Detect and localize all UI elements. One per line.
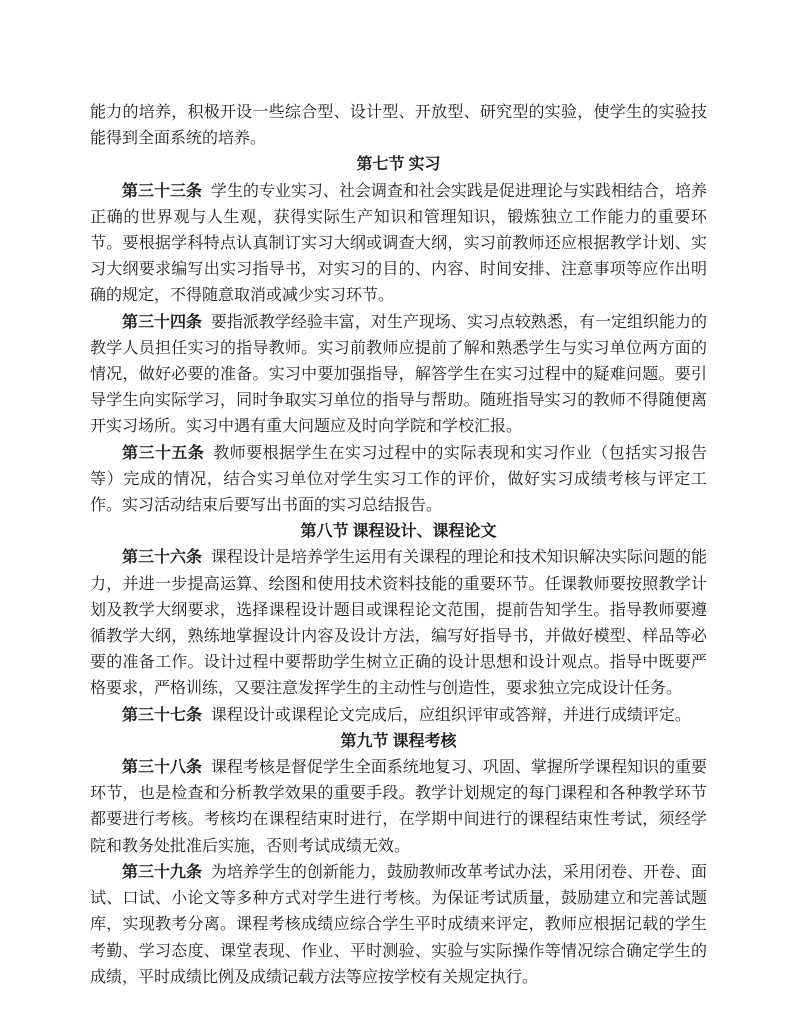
article-paragraph <box>90 703 707 729</box>
section-heading: 第七节 实习 <box>356 156 441 174</box>
article-text: 教师要根据学生在实习过程中的实际表现和实习作业（包括实习报告等）完成的情况，结合实习单位对学生实习工作的评价，做好实习成绩考核与评定工作。实习活动结束后要写出书面的实习总结报告。 <box>90 444 707 515</box>
article-paragraph <box>90 179 707 310</box>
article-text: 课程设计是培养学生运用有关课程的理论和技术知识解决实际问题的能力，并进一步提高运算、绘图和使用技术资料技能的重要环节。任课教师要按照教学计划及教学大纲要求，选择课程设计题目或课程论文范围，提前告知学生。指导教师要遵循教学大纲，熟练地掌握设计内容及设计方法，编写好指导书，并做好模型、样品等必要的准备工作。设计过程中要帮助学生树立正确的设计思想和设计观点。指导中既要严格要求，严格训练，又要注意发挥学生的主动性与创造性，要求独立完成设计任务。 <box>90 549 707 698</box>
article-paragraph <box>90 860 707 991</box>
article-number: 第三十五条 <box>122 444 205 462</box>
article-number: 第三十六条 <box>122 549 203 567</box>
article-number: 第三十八条 <box>122 759 203 777</box>
article-number: 第三十七条 <box>122 706 203 724</box>
section-heading: 第九节 课程考核 <box>340 732 457 750</box>
article-number: 第三十四条 <box>122 313 203 331</box>
article-paragraph <box>90 441 707 520</box>
article-text: 课程设计或课程论文完成后，应组织评审或答辩，并进行成绩评定。 <box>210 706 691 724</box>
article-paragraph <box>90 545 707 702</box>
article-text: 学生的专业实习、社会调查和社会实践是促进理论与实践相结合，培养正确的世界观与人生观，获得实际生产知识和管理知识，锻炼独立工作能力的重要环节。要根据学科特点认真制订实习大纲或调查大纲，实习前教师还应根据教学计划、实习大纲要求编写出实习指导书，对实习的目的、内容、时间安排、注意事项等应作出明确的规定，不得随意取消或减少实习环节。 <box>90 182 707 305</box>
section-heading: 第八节 课程设计、课程论文 <box>300 523 497 541</box>
article-text: 能力的培养，积极开设一些综合型、设计型、开放型、研究型的实验，使学生的实验技能得到全面系统的培养。 <box>90 104 707 148</box>
article-text: 课程考核是督促学生全面系统地复习、巩固、掌握所学课程知识的重要环节，也是检查和分析教学效果的重要手段。教学计划规定的每门课程和各种教学环节都要进行考核。考核均在课程结束时进行，在学期中间进行的课程结束性考试，须经学院和教务处批准后实施，否则考试成绩无效。 <box>90 759 707 855</box>
article-text: 为培养学生的创新能力，鼓励教师改革考试办法，采用闭卷、开卷、面试、口试、小论文等多种方式对学生进行考核。为保证考试质量，鼓励建立和完善试题库，实现教考分离。课程考核成绩应综合学生平时成绩来评定，教师应根据记载的学生考勤、学习态度、课堂表现、作业、平时测验、实验与实际操作等情况综合确定学生的成绩，平时成绩比例及成绩记载方法等应按学校有关规定执行。 <box>90 863 707 986</box>
article-text: 要指派教学经验丰富，对生产现场、实习点较熟悉，有一定组织能力的教学人员担任实习的指导教师。实习前教师应提前了解和熟悉学生与实习单位两方面的情况，做好必要的准备。实习中要加强指导，解答学生在实习过程中的疑难问题。要引导学生向实际学习，同时争取实习单位的指导与帮助。随班指导实习的教师不得随便离开实习场所。实习中遇有重大问题应及时向学院和学校汇报。 <box>90 313 707 436</box>
article-number: 第三十九条 <box>122 863 203 881</box>
article-paragraph <box>90 310 707 441</box>
article-paragraph <box>90 755 707 860</box>
article-number: 第三十三条 <box>122 182 203 200</box>
article-paragraph <box>90 100 707 152</box>
